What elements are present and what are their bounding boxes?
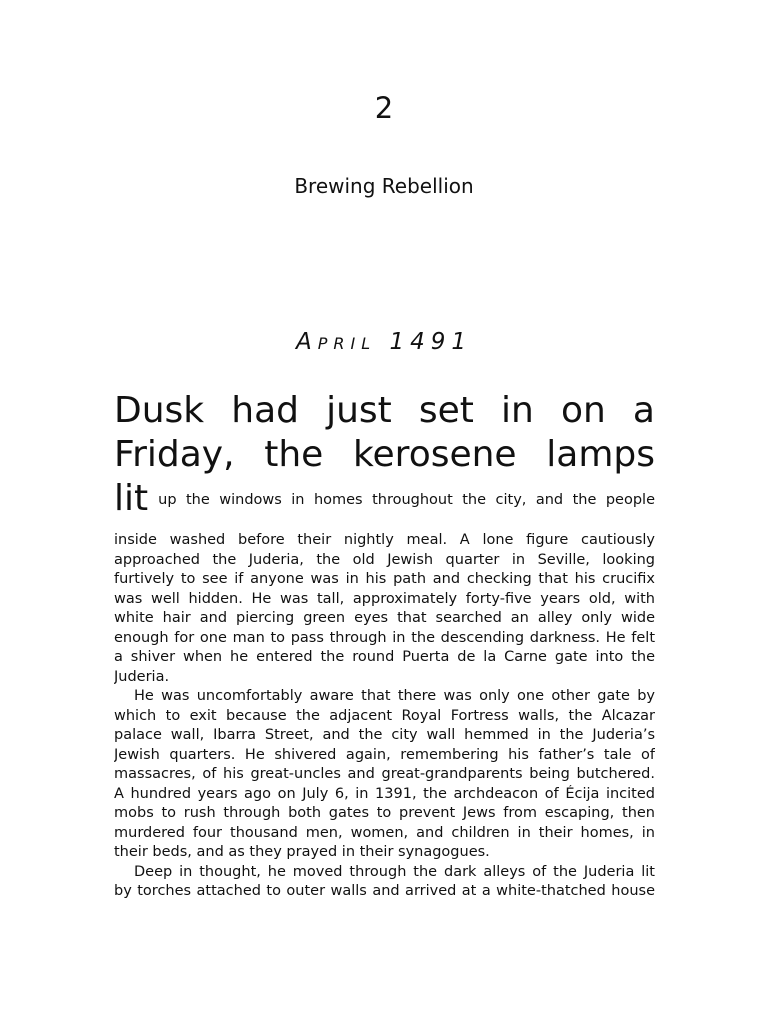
paragraph-line: inside washed before their nightly meal. A lone figure cautiously [114, 532, 655, 548]
paragraph-line: their beds, and as they prayed in their synagogues. [114, 844, 490, 860]
dateline [0, 326, 768, 358]
chapter-number: 2 [374, 91, 394, 125]
dateline-year: 1491 [389, 329, 472, 355]
paragraph-line: murdered four thousand men, women, and children in their homes, in [114, 824, 655, 841]
paragraph-line: Juderia. [114, 668, 170, 685]
opening-line-1: Dusk had just set in on a [114, 390, 655, 431]
paragraph-2 [114, 687, 655, 863]
paragraph-line: He was uncomfortably aware that there was only one other gate by [134, 688, 655, 704]
dateline-month-initial: A [296, 329, 318, 355]
paragraph-1 [114, 531, 655, 687]
paragraph-line: enough for one man to pass through in the descending darkness. He felt [114, 629, 655, 646]
paragraph-3 [114, 863, 655, 902]
dateline-month-rest: pril [317, 329, 377, 355]
paragraph-line: Deep in thought, he moved through the dark alleys of the Juderia lit [134, 863, 655, 880]
paragraph-line: approached the Juderia, the old Jewish quarter in Seville, looking [114, 551, 655, 568]
opening-line-3-large: lit [114, 478, 149, 519]
opening-line-2: Friday, the kerosene lamps [114, 434, 655, 475]
paragraph-line: white hair and piercing green eyes that searched an alley only wide [114, 610, 655, 626]
paragraph-line: a shiver when he entered the round Puerta de la Carne gate into the [114, 649, 655, 665]
paragraph-line: which to exit because the adjacent Royal Fortress walls, the Alcazar [114, 707, 655, 724]
paragraph-line: Jewish quarters. He shivered again, remembering his father’s tale of [114, 746, 655, 763]
paragraph-line: was well hidden. He was tall, approximately forty-five years old, with [114, 590, 655, 607]
chapter-body [114, 389, 655, 902]
opening-line-3 [114, 477, 655, 521]
paragraph-line: by torches attached to outer walls and arrived at a white-thatched house [114, 883, 655, 899]
paragraph-line: mobs to rush through both gates to prevent Jews from escaping, then [114, 805, 655, 821]
paragraph-line: massacres, of his great-uncles and great-grandparents being butchered. [114, 766, 655, 782]
paragraph-line: A hundred years ago on July 6, in 1391, the archdeacon of Écija incited [114, 785, 655, 802]
chapter-title: Brewing Rebellion [294, 174, 474, 198]
paragraph-line: palace wall, Ibarra Street, and the city wall hemmed in the Juderia’s [114, 727, 655, 743]
opening-line-3-tail: up the windows in homes throughout the city, and the people [158, 492, 655, 508]
paragraph-line: furtively to see if anyone was in his path and checking that his crucifix [114, 571, 655, 587]
